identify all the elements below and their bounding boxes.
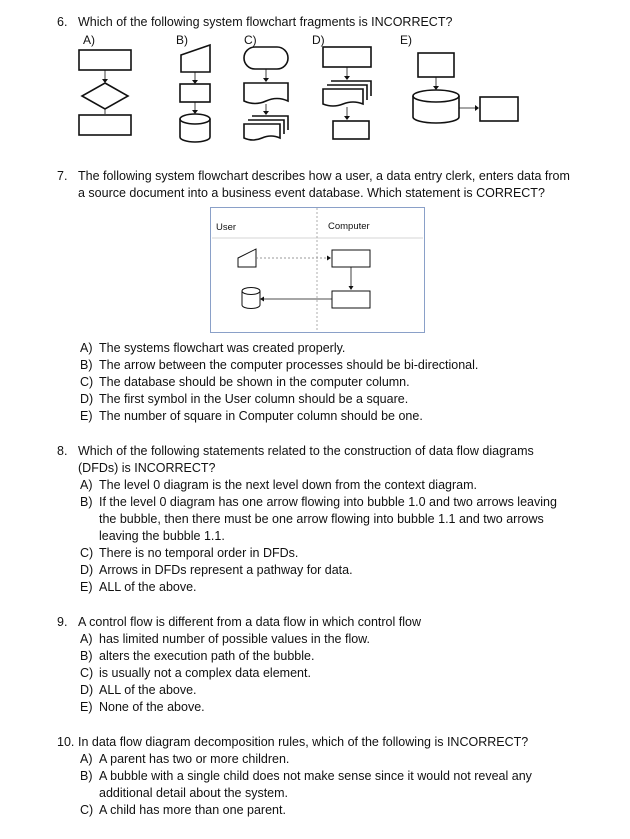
systems-flowchart-shapes <box>0 0 630 340</box>
q10-question: In data flow diagram decomposition rules, which of the following is INCORRECT? <box>78 735 529 749</box>
q7-option-b[interactable]: B) The arrow between the computer processes should be bi-directional. <box>80 358 479 372</box>
column-header-computer: Computer <box>328 221 370 232</box>
q8-option-e[interactable]: E) ALL of the above. <box>80 580 197 594</box>
q6-number: 6. <box>57 15 68 29</box>
q10-number: 10. <box>57 735 75 749</box>
column-header-user: User <box>216 222 237 233</box>
q6-label-b: B) <box>176 33 188 47</box>
q6-label-d: D) <box>312 33 325 47</box>
q6-label-c: C) <box>244 33 257 47</box>
q7-option-a[interactable]: A) The systems flowchart was created properly. <box>80 341 346 355</box>
q10-option-a[interactable]: A) A parent has two or more children. <box>80 752 290 766</box>
q9-option-a[interactable]: A) has limited number of possible values in the flow. <box>80 632 370 646</box>
q6-label-e: E) <box>400 33 412 47</box>
q7-question-line1: The following system flowchart describes how a user, a data entry clerk, enters data from <box>78 169 570 183</box>
q8-option-b-line2: the bubble, then there must be one arrow flowing into bubble 1.1 and two arrows <box>99 512 544 526</box>
q7-option-d[interactable]: D) The first symbol in the User column should be a square. <box>80 392 409 406</box>
q8-option-b-line3: leaving the bubble 1.1. <box>99 529 225 543</box>
q8-number: 8. <box>57 444 68 458</box>
q9-number: 9. <box>57 615 68 629</box>
manual-input-shape <box>238 249 256 267</box>
process-rectangle <box>332 291 370 308</box>
q6-question: Which of the following system flowchart fragments is INCORRECT? <box>78 15 453 29</box>
q10-option-c[interactable]: C) A child has more than one parent. <box>80 803 286 817</box>
q7-question-line2: a source document into a business event database. Which statement is CORRECT? <box>78 186 545 200</box>
q10-option-b-line2: additional detail about the system. <box>99 786 289 800</box>
q8-option-b[interactable]: B) If the level 0 diagram has one arrow flowing into bubble 1.0 and two arrows leaving <box>80 495 557 509</box>
q7-number: 7. <box>57 169 68 183</box>
q9-question: A control flow is different from a data flow in which control flow <box>78 615 421 629</box>
q9-option-b[interactable]: B) alters the execution path of the bubble. <box>80 649 315 663</box>
q9-option-d[interactable]: D) ALL of the above. <box>80 683 197 697</box>
q8-option-d[interactable]: D) Arrows in DFDs represent a pathway for data. <box>80 563 353 577</box>
q8-question-line2: (DFDs) is INCORRECT? <box>78 461 216 475</box>
q9-option-c[interactable]: C) is usually not a complex data element. <box>80 666 311 680</box>
q10-option-b[interactable]: B) A bubble with a single child does not make sense since it would not reveal any <box>80 769 532 783</box>
q8-option-a[interactable]: A) The level 0 diagram is the next level down from the context diagram. <box>80 478 477 492</box>
q7-option-c[interactable]: C) The database should be shown in the computer column. <box>80 375 410 389</box>
database-cylinder <box>242 288 260 309</box>
q8-question-line1: Which of the following statements related to the construction of data flow diagrams <box>78 444 534 458</box>
q7-option-e[interactable]: E) The number of square in Computer column should be one. <box>80 409 423 423</box>
q8-option-c[interactable]: C) There is no temporal order in DFDs. <box>80 546 299 560</box>
q6-label-a: A) <box>83 33 95 47</box>
q9-option-e[interactable]: E) None of the above. <box>80 700 205 714</box>
process-rectangle <box>332 250 370 267</box>
